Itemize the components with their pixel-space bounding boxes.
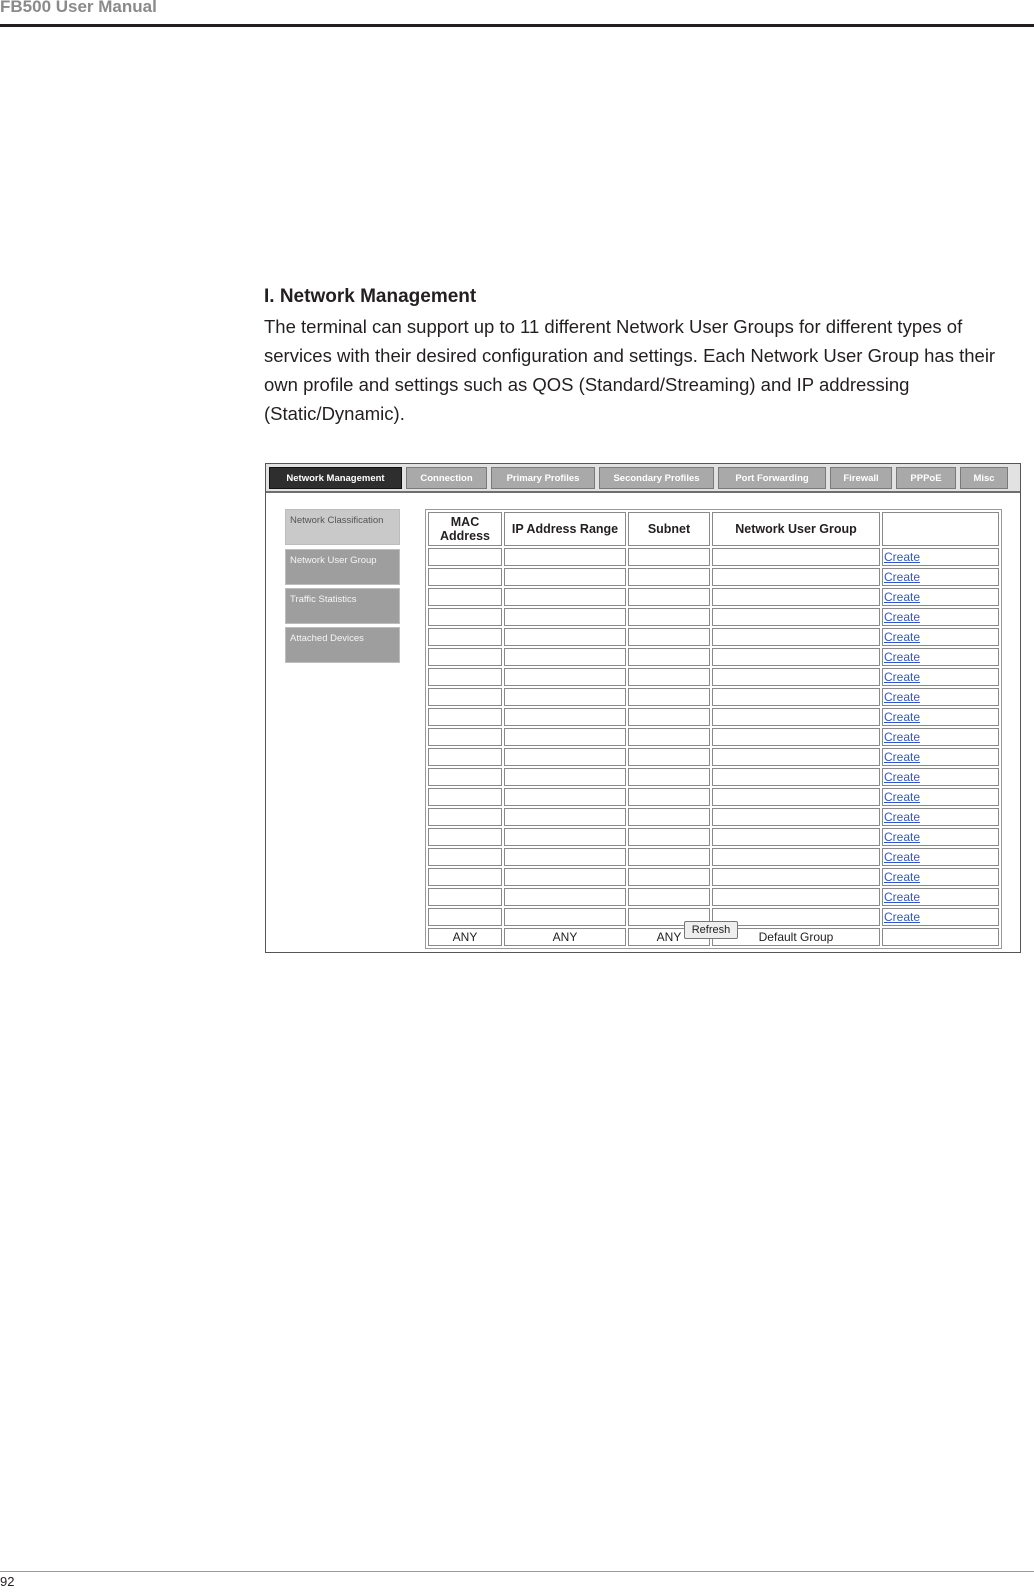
table-cell xyxy=(428,748,502,766)
table-cell xyxy=(628,788,710,806)
ui-screenshot xyxy=(265,463,1021,953)
table-row xyxy=(428,848,999,866)
table-cell xyxy=(712,728,880,746)
create-link[interactable]: Create xyxy=(884,750,921,764)
table-cell xyxy=(628,708,710,726)
tab-firewall[interactable]: Firewall xyxy=(830,467,892,489)
table-cell xyxy=(628,828,710,846)
sidebar-item-traffic-statistics[interactable]: Traffic Statistics xyxy=(285,588,400,624)
section-heading: I. Network Management xyxy=(264,286,477,307)
create-link[interactable]: Create xyxy=(884,710,921,724)
sidebar-item-network-user-group[interactable]: Network User Group xyxy=(285,549,400,585)
table-cell-action xyxy=(882,588,999,606)
table-cell xyxy=(712,688,880,706)
table-cell xyxy=(628,608,710,626)
table-cell xyxy=(504,588,626,606)
table-cell xyxy=(428,568,502,586)
table-cell xyxy=(712,668,880,686)
table-cell xyxy=(504,768,626,786)
create-link[interactable]: Create xyxy=(884,890,921,904)
table-cell-action xyxy=(882,888,999,906)
table-cell xyxy=(428,828,502,846)
table-cell-action xyxy=(882,628,999,646)
table-cell xyxy=(712,628,880,646)
section-body: The terminal can support up to 11 different Network User Groups for different types of services with their desired configuration and settings. Each Network User Group has their own profile and settings such as QOS (Standard/Streaming) and IP addressing (Static/Dynamic). xyxy=(264,316,996,424)
table-cell-action xyxy=(882,708,999,726)
manual-title: FB500 User Manual xyxy=(0,0,157,16)
table-cell xyxy=(504,788,626,806)
create-link[interactable]: Create xyxy=(884,670,921,684)
table-cell xyxy=(628,808,710,826)
table-cell xyxy=(628,648,710,666)
table-row xyxy=(428,668,999,686)
page-number: 92 xyxy=(0,1574,15,1589)
table-cell xyxy=(712,568,880,586)
table-cell xyxy=(428,608,502,626)
table-cell-action xyxy=(882,728,999,746)
column-header-action xyxy=(882,512,999,546)
table-cell-action xyxy=(882,768,999,786)
table-cell-action xyxy=(882,828,999,846)
table-cell-action xyxy=(882,648,999,666)
tab-bar xyxy=(266,464,1020,493)
table-cell-action xyxy=(882,688,999,706)
table-cell-action xyxy=(882,568,999,586)
table-row xyxy=(428,708,999,726)
page-header xyxy=(0,0,1034,27)
table-cell-action xyxy=(882,668,999,686)
table-cell xyxy=(504,548,626,566)
table-header-row xyxy=(428,512,999,546)
table-cell xyxy=(504,568,626,586)
column-header-ip-address-range: IP Address Range xyxy=(504,512,626,546)
table-cell xyxy=(428,728,502,746)
table-cell xyxy=(628,548,710,566)
table-cell xyxy=(628,728,710,746)
table-cell xyxy=(428,548,502,566)
table-cell xyxy=(712,868,880,886)
table-cell-action xyxy=(882,868,999,886)
table-row xyxy=(428,588,999,606)
table-cell xyxy=(504,628,626,646)
table-cell-action xyxy=(882,788,999,806)
table-cell xyxy=(428,768,502,786)
table-cell xyxy=(628,668,710,686)
table-cell xyxy=(428,908,502,926)
table-row xyxy=(428,628,999,646)
table-cell xyxy=(428,708,502,726)
column-header-network-user-group: Network User Group xyxy=(712,512,880,546)
table-cell xyxy=(428,808,502,826)
table-cell xyxy=(504,748,626,766)
refresh-button[interactable]: Refresh xyxy=(684,921,738,939)
create-link[interactable]: Create xyxy=(884,730,921,744)
table-cell xyxy=(628,588,710,606)
table-cell xyxy=(504,608,626,626)
create-link[interactable]: Create xyxy=(884,770,921,784)
table-row xyxy=(428,748,999,766)
table-row xyxy=(428,868,999,886)
table-cell-action xyxy=(882,848,999,866)
table-row xyxy=(428,688,999,706)
create-link[interactable]: Create xyxy=(884,790,921,804)
create-link[interactable]: Create xyxy=(884,910,921,924)
table-cell xyxy=(428,648,502,666)
tab-primary-profiles[interactable]: Primary Profiles xyxy=(491,467,595,489)
table-row xyxy=(428,548,999,566)
table-cell xyxy=(712,608,880,626)
create-link[interactable]: Create xyxy=(884,550,921,564)
create-link[interactable]: Create xyxy=(884,570,921,584)
table-cell xyxy=(428,668,502,686)
create-link[interactable]: Create xyxy=(884,690,921,704)
table-cell-action xyxy=(882,608,999,626)
table-cell xyxy=(504,888,626,906)
table-cell xyxy=(712,828,880,846)
table-cell xyxy=(504,728,626,746)
column-header-mac-address: MAC Address xyxy=(428,512,502,546)
table-row xyxy=(428,648,999,666)
table-cell xyxy=(628,868,710,886)
table-row xyxy=(428,808,999,826)
table-cell-action xyxy=(882,808,999,826)
table-row xyxy=(428,888,999,906)
table-cell xyxy=(712,748,880,766)
table-body xyxy=(428,548,999,946)
default-row-cell: ANY xyxy=(504,928,626,946)
table-cell xyxy=(712,588,880,606)
table-row xyxy=(428,788,999,806)
table-cell xyxy=(628,688,710,706)
table-cell xyxy=(712,648,880,666)
tab-port-forwarding[interactable]: Port Forwarding xyxy=(718,467,826,489)
table-cell xyxy=(428,628,502,646)
table-cell xyxy=(504,708,626,726)
table-cell xyxy=(428,788,502,806)
sidebar-item-attached-devices[interactable]: Attached Devices xyxy=(285,627,400,663)
default-row-cell: Default Group xyxy=(712,928,880,946)
table-cell-action xyxy=(882,908,999,926)
tab-network-management[interactable]: Network Management xyxy=(269,467,402,489)
table-cell-action xyxy=(882,548,999,566)
page-footer xyxy=(0,1571,1034,1589)
network-management-section xyxy=(264,286,1034,428)
table-cell xyxy=(504,688,626,706)
table-cell xyxy=(712,888,880,906)
create-link[interactable]: Create xyxy=(884,610,921,624)
table-cell xyxy=(428,588,502,606)
table-cell xyxy=(504,648,626,666)
table-cell xyxy=(712,708,880,726)
table-cell xyxy=(628,888,710,906)
tab-misc[interactable]: Misc xyxy=(960,467,1008,489)
table-row xyxy=(428,728,999,746)
table-cell xyxy=(628,628,710,646)
table-row xyxy=(428,568,999,586)
table-row xyxy=(428,768,999,786)
table-cell xyxy=(504,848,626,866)
create-link[interactable]: Create xyxy=(884,870,921,884)
column-header-subnet: Subnet xyxy=(628,512,710,546)
table-cell xyxy=(504,908,626,926)
table-cell xyxy=(628,748,710,766)
tab-pppoe[interactable]: PPPoE xyxy=(896,467,956,489)
create-link[interactable]: Create xyxy=(884,590,921,604)
tab-connection[interactable]: Connection xyxy=(406,467,487,489)
table-cell xyxy=(504,808,626,826)
default-row-cell xyxy=(882,928,999,946)
table-row xyxy=(428,828,999,846)
table-row xyxy=(428,608,999,626)
table-cell xyxy=(628,848,710,866)
table-cell xyxy=(712,788,880,806)
table-cell xyxy=(628,768,710,786)
create-link[interactable]: Create xyxy=(884,830,921,844)
classification-table xyxy=(425,509,1002,949)
create-link[interactable]: Create xyxy=(884,810,921,824)
tab-secondary-profiles[interactable]: Secondary Profiles xyxy=(599,467,714,489)
table-cell xyxy=(428,688,502,706)
table-cell xyxy=(428,868,502,886)
table-cell xyxy=(712,848,880,866)
table-cell xyxy=(712,768,880,786)
table-cell xyxy=(504,868,626,886)
table-cell xyxy=(628,568,710,586)
table-cell xyxy=(428,888,502,906)
table-cell xyxy=(504,668,626,686)
create-link[interactable]: Create xyxy=(884,630,921,644)
default-row-cell: ANY xyxy=(428,928,502,946)
sidebar-item-network-classification[interactable]: Network Classification xyxy=(285,509,400,545)
table-cell xyxy=(712,548,880,566)
table-cell xyxy=(428,848,502,866)
table-cell xyxy=(712,808,880,826)
table-cell xyxy=(504,828,626,846)
create-link[interactable]: Create xyxy=(884,650,921,664)
default-row-cell: ANY xyxy=(628,928,710,946)
create-link[interactable]: Create xyxy=(884,850,921,864)
table-cell-action xyxy=(882,748,999,766)
